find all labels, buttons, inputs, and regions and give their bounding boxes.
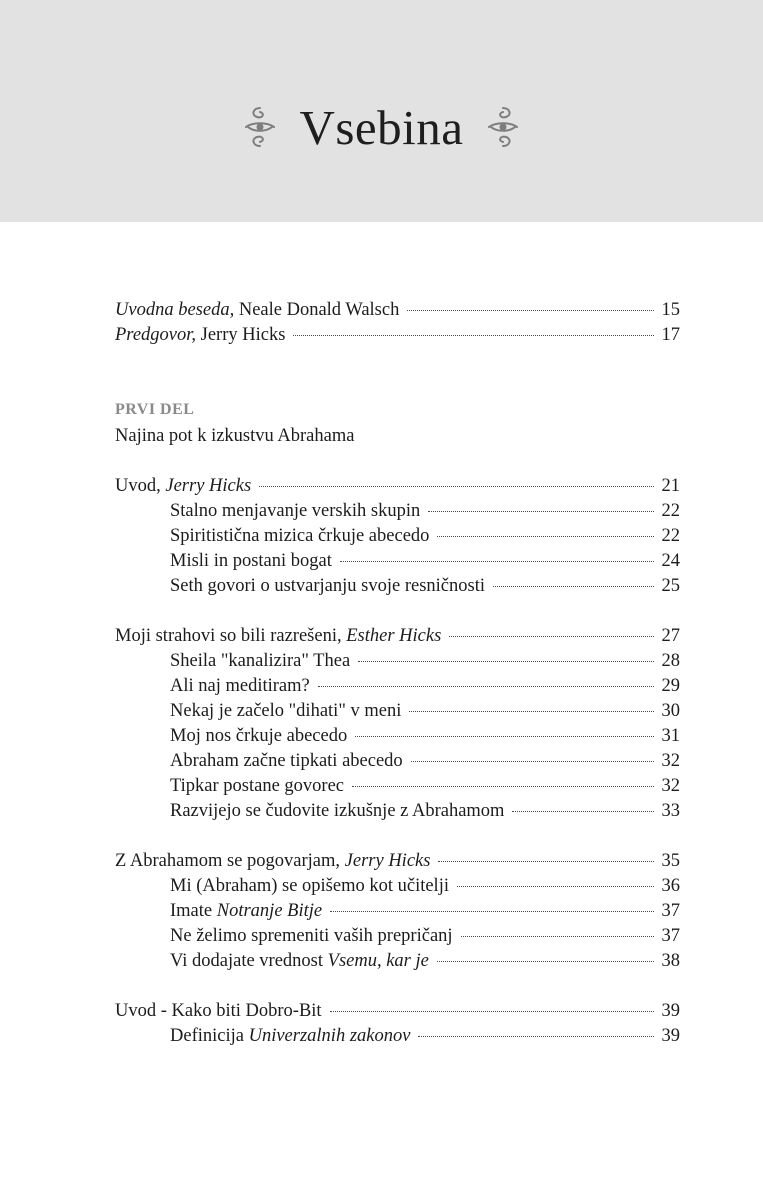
toc-chapter[interactable] <box>115 999 680 1024</box>
leader-dots <box>411 760 654 762</box>
leader-dots <box>293 334 654 336</box>
toc-entry-foreword[interactable] <box>115 298 680 323</box>
page-number: 38 <box>661 951 680 971</box>
toc-subentry[interactable] <box>170 799 680 824</box>
toc-entry-label: Uvod, Jerry Hicks <box>115 476 252 496</box>
leader-dots <box>330 910 654 912</box>
toc-subentry[interactable] <box>170 874 680 899</box>
page-number: 36 <box>661 876 680 896</box>
page-number: 21 <box>661 476 680 496</box>
header-band <box>0 0 763 222</box>
page-number: 25 <box>661 576 680 596</box>
toc-subentry[interactable] <box>170 724 680 749</box>
toc-subentry[interactable] <box>170 524 680 549</box>
leader-dots <box>330 1010 654 1012</box>
toc-entry-label: Sheila "kanalizira" Thea <box>170 651 351 671</box>
toc-entry-preface[interactable] <box>115 323 680 348</box>
toc-chapter[interactable] <box>115 474 680 499</box>
leader-dots <box>461 935 654 937</box>
leader-dots <box>437 960 654 962</box>
page-number: 29 <box>661 676 680 696</box>
toc-entry-label: Stalno menjavanje verskih skupin <box>170 501 421 521</box>
leader-dots <box>340 560 654 562</box>
leader-dots <box>457 885 654 887</box>
page-number: 22 <box>661 501 680 521</box>
toc-subentry[interactable] <box>170 649 680 674</box>
toc-entry-label: Imate Notranje Bitje <box>170 901 323 921</box>
page-number: 28 <box>661 651 680 671</box>
toc-entry-label: Moj nos črkuje abecedo <box>170 726 348 746</box>
page-number: 17 <box>661 325 680 345</box>
leader-dots <box>358 660 654 662</box>
leader-dots <box>437 535 654 537</box>
leader-dots <box>493 585 654 587</box>
leader-dots <box>259 485 654 487</box>
toc-entry-label: Uvod - Kako biti Dobro-Bit <box>115 1001 322 1021</box>
page-number: 39 <box>661 1001 680 1021</box>
leader-dots <box>438 860 654 862</box>
toc-entry-label: Seth govori o ustvarjanju svoje resničnosti <box>170 576 485 596</box>
toc-entry-label: Misli in postani bogat <box>170 551 332 571</box>
page-number: 37 <box>661 926 680 946</box>
part-subtitle: Najina pot k izkustvu Abrahama <box>115 426 355 446</box>
toc-entry-label: Ali naj meditiram? <box>170 676 310 696</box>
leader-dots <box>449 635 654 637</box>
toc-entry-label: Abraham začne tipkati abecedo <box>170 751 403 771</box>
toc-entry-label: Mi (Abraham) se opišemo kot učitelji <box>170 876 449 896</box>
page-number: 24 <box>661 551 680 571</box>
toc-subentry[interactable] <box>170 774 680 799</box>
toc-entry-label: Uvodna beseda, Neale Donald Walsch <box>115 300 400 320</box>
leader-dots <box>352 785 654 787</box>
toc-entry-label: Ne želimo spremeniti vaših prepričanj <box>170 926 453 946</box>
scroll-flourish-icon <box>486 105 520 149</box>
toc-subentry[interactable] <box>170 1024 680 1049</box>
page-number: 27 <box>661 626 680 646</box>
page-number: 22 <box>661 526 680 546</box>
toc-subentry[interactable] <box>170 949 680 974</box>
page-number: 15 <box>661 300 680 320</box>
page-number: 30 <box>661 701 680 721</box>
page-number: 33 <box>661 801 680 821</box>
leader-dots <box>428 510 654 512</box>
toc-subentry[interactable] <box>170 499 680 524</box>
title-block <box>0 92 763 162</box>
toc-subentry[interactable] <box>170 699 680 724</box>
toc-subentry[interactable] <box>170 749 680 774</box>
toc-entry-label: Spiritistična mizica črkuje abecedo <box>170 526 430 546</box>
page-number: 32 <box>661 751 680 771</box>
leader-dots <box>409 710 654 712</box>
page-number: 39 <box>661 1026 680 1046</box>
toc-entry-label: Razvijejo se čudovite izkušnje z Abrahamom <box>170 801 505 821</box>
toc-entry-label: Moji strahovi so bili razrešeni, Esther Hicks <box>115 626 442 646</box>
toc-entry-label: Vi dodajate vrednost Vsemu, kar je <box>170 951 429 971</box>
leader-dots <box>318 685 654 687</box>
toc-entry-label: Nekaj je začelo "dihati" v meni <box>170 701 402 721</box>
toc-chapter[interactable] <box>115 624 680 649</box>
page-number: 37 <box>661 901 680 921</box>
toc-chapter[interactable] <box>115 849 680 874</box>
toc-subentry[interactable] <box>170 574 680 599</box>
toc-subentry[interactable] <box>170 924 680 949</box>
toc-subentry[interactable] <box>170 549 680 574</box>
toc-entry-label: Predgovor, Jerry Hicks <box>115 325 286 345</box>
toc-entry-label: Tipkar postane govorec <box>170 776 345 796</box>
toc-entry-label: Definicija Univerzalnih zakonov <box>170 1026 411 1046</box>
page-number: 35 <box>661 851 680 871</box>
page-number: 32 <box>661 776 680 796</box>
toc-subentry[interactable] <box>170 674 680 699</box>
part-heading: PRVI DEL <box>115 401 195 418</box>
toc-entry-label: Z Abrahamom se pogovarjam, Jerry Hicks <box>115 851 431 871</box>
scroll-flourish-icon <box>243 105 277 149</box>
toc-subentry[interactable] <box>170 899 680 924</box>
page-number: 31 <box>661 726 680 746</box>
leader-dots <box>418 1035 654 1037</box>
leader-dots <box>407 309 654 311</box>
leader-dots <box>355 735 654 737</box>
page-title: Vsebina <box>299 99 464 155</box>
leader-dots <box>512 810 654 812</box>
